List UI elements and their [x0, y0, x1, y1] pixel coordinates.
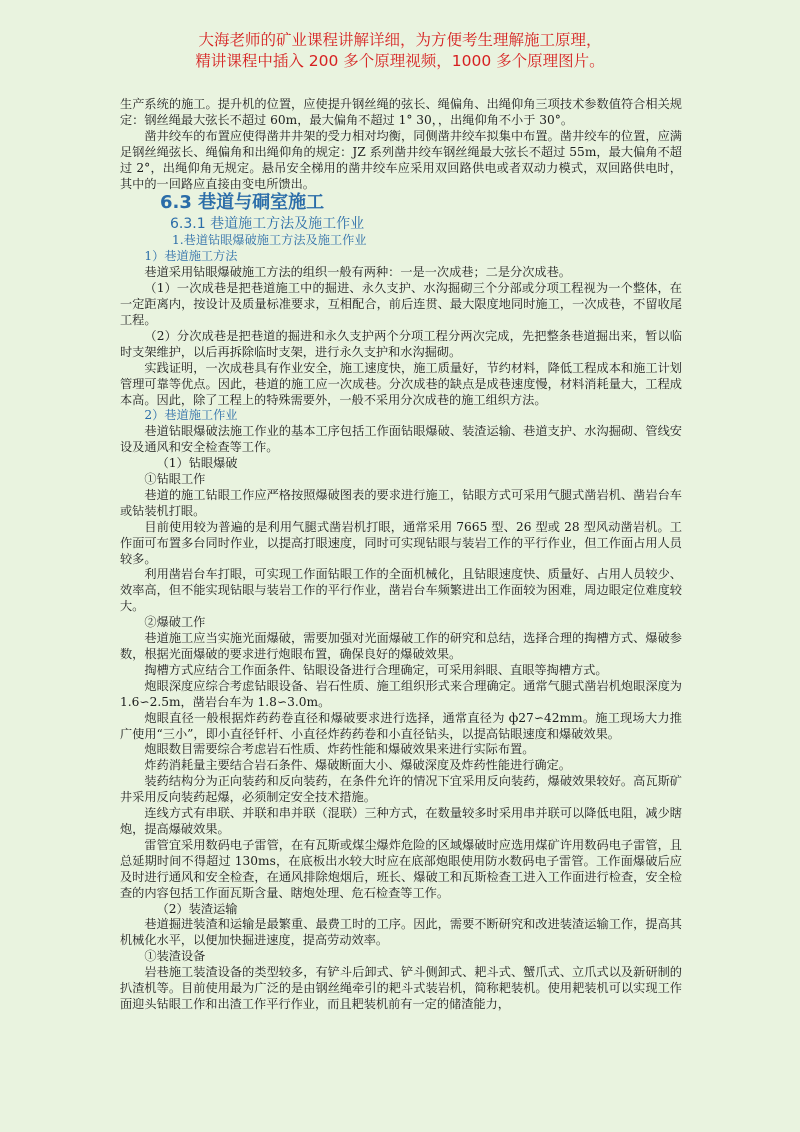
paragraph: 目前使用较为普遍的是利用气腿式凿岩机打眼，通常采用 7665 型、26 型或 28 型风动凿岩机。工作面可布置多台同时作业，以提高打眼速度，同时可实现钻眼与装岩工作的平行作业，但工作面占用人员较多。	[120, 519, 682, 566]
paragraph: 生产系统的施工。提升机的位置，应使提升钢丝绳的弦长、绳偏角、出绳仰角三项技术参数值符合相关规定：钢丝绳最大弦长不超过 60m，最大偏角不超过 1° 30，，出绳仰角不小于 30°。	[120, 97, 682, 127]
item-heading: ①装渣设备	[144, 949, 206, 964]
subsection-heading: 6.3.1 巷道施工方法及施工作业	[170, 216, 365, 233]
paragraph: （1）一次成巷是把巷道施工中的掘进、永久支护、水沟掘砌三个分部或分项工程视为一个整体，在一定距离内，按设计及质量标准要求，互相配合，前后连贯、最大限度地同时施工，一次成巷，不留收尾工程。	[120, 281, 682, 327]
paragraph: 巷道施工应当实施光面爆破，需要加强对光面爆破工作的研究和总结，选择合理的掏槽方式、爆破参数，根据光面爆破的要求进行炮眼布置，确保良好的爆破效果。	[120, 631, 682, 661]
paragraph: 凿井绞车的布置应使得凿井井架的受力相对均衡，同侧凿井绞车拟集中布置。凿井绞车的位置，应满足钢丝绳弦长、绳偏角和出绳仰角的规定：JZ 系列凿井绞车钢丝绳最大弦长不超过 55m，最大偏角不超过 2°，出绳仰角无规定。悬吊安全梯用的凿井绞车应采用双回路供电或者双动力模式，双回路供电时，其中的一回路应直接由变电所馈出。	[120, 128, 682, 191]
item-heading: （1）钻眼爆破	[156, 456, 238, 471]
banner-line-1: 大海老师的矿业课程讲解详细，为方便考生理解施工原理，	[198, 31, 602, 49]
paragraph: 巷道钻眼爆破法施工作业的基本工序包括工作面钻眼爆破、装渣运输、巷道支护、水沟掘砌、管线安设及通风和安全检查等工作。	[120, 424, 682, 455]
paragraph: 炸药消耗量主要结合岩石条件、爆破断面大小、爆破深度及炸药性能进行确定。	[144, 758, 571, 773]
item-heading: 2）巷道施工作业	[144, 408, 238, 423]
item-heading: （2）装渣运输	[156, 901, 238, 916]
paragraph: 雷管宜采用数码电子雷管，在有瓦斯或煤尘爆炸危险的区域爆破时应选用煤矿许用数码电子雷管，且总延期时间不得超过 130ms，在底板出水较大时应在底部炮眼使用防水数码电子雷管。工作面爆破后应及时进行通风和安全检查，在通风排除炮烟后，班长、爆破工和瓦斯检查工进入工作面进行检查，安全检查的内容包括工作面瓦斯含量、瞎炮处理、危石检查等工作。	[120, 837, 682, 900]
paragraph: 炮眼深度应综合考虑钻眼设备、岩石性质、施工组织形式来合理确定。通常气腿式凿岩机炮眼深度为 1.6∽2.5m，凿岩台车为 1.8∽3.0m。	[120, 678, 682, 709]
paragraph: 岩巷施工装渣设备的类型较多，有铲斗后卸式、铲斗侧卸式、耙斗式、蟹爪式、立爪式以及新研制的扒渣机等。目前使用最为广泛的是由钢丝绳牵引的耙斗式装岩机，简称耙装机。使用耙装机可以实现工作面迎头钻眼工作和出渣工作平行作业，而且耙装机前有一定的储渣能力，	[120, 965, 682, 1011]
promo-banner	[0, 30, 800, 72]
paragraph: 炮眼数目需要综合考虑岩石性质、炸药性能和爆破效果来进行实际布置。	[144, 742, 535, 757]
section-heading: 6.3 巷道与硐室施工	[160, 192, 325, 214]
item-heading: ②爆破工作	[144, 615, 206, 630]
paragraph: （2）分次成巷是把巷道的掘进和永久支护两个分项工程分两次完成，先把整条巷道掘出来，暂以临时支架维护，以后再拆除临时支架，进行永久支护和水沟掘砌。	[120, 328, 682, 359]
item-heading: 1）巷道施工方法	[144, 249, 238, 264]
item-heading: ①钻眼工作	[144, 472, 206, 487]
paragraph: 巷道的施工钻眼工作应严格按照爆破图表的要求进行施工，钻眼方式可采用气腿式凿岩机、凿岩台车或钻装机打眼。	[120, 487, 682, 518]
paragraph: 实践证明，一次成巷具有作业安全，施工速度快，施工质量好，节约材料，降低工程成本和施工计划管理可靠等优点。因此，巷道的施工应一次成巷。分次成巷的缺点是成巷速度慢，材料消耗量大，工程成本高。因此，除了工程上的特殊需要外，一般不采用分次成巷的施工组织方法。	[120, 360, 682, 407]
document-body	[120, 97, 682, 1013]
paragraph: 连线方式有串联、并联和串并联（混联）三种方式，在数量较多时采用串并联可以降低电阻，减少瞎炮，提高爆破效果。	[120, 806, 682, 836]
paragraph: 装药结构分为正向装药和反向装药，在条件允许的情况下宜采用反向装药，爆破效果较好。高瓦斯矿井采用反向装药起爆，必须制定安全技术措施。	[120, 774, 682, 805]
paragraph: 利用凿岩台车打眼，可实现工作面钻眼工作的全面机械化，且钻眼速度快、质量好、占用人员较少、效率高，但不能实现钻眼与装岩工作的平行作业，凿岩台车频繁进出工作面较为困难，周边眼定位难度较大。	[120, 567, 682, 614]
paragraph: 炮眼直径一般根据炸药药卷直径和爆破要求进行选择，通常直径为 ф27∽42mm。施工现场大力推广使用“三小”，即小直径钎杆、小直径炸药药卷和小直径钻头，以提高钻眼速度和爆破效果。	[120, 710, 682, 741]
paragraph: 巷道采用钻眼爆破施工方法的组织一般有两种：一是一次成巷；二是分次成巷。	[144, 265, 571, 280]
paragraph: 巷道掘进装渣和运输是最繁重、最费工时的工序。因此，需要不断研究和改进装渣运输工作，提高其机械化水平，以便加快掘进速度，提高劳动效率。	[120, 917, 682, 948]
paragraph: 掏槽方式应结合工作面条件、钻眼设备进行合理确定，可采用斜眼、直眼等掏槽方式。	[144, 662, 608, 677]
subsubsection-heading: 1.巷道钻眼爆破施工方法及施工作业	[172, 233, 367, 248]
banner-line-2: 精讲课程中插入 200 多个原理视频，1000 多个原理图片。	[195, 52, 605, 70]
